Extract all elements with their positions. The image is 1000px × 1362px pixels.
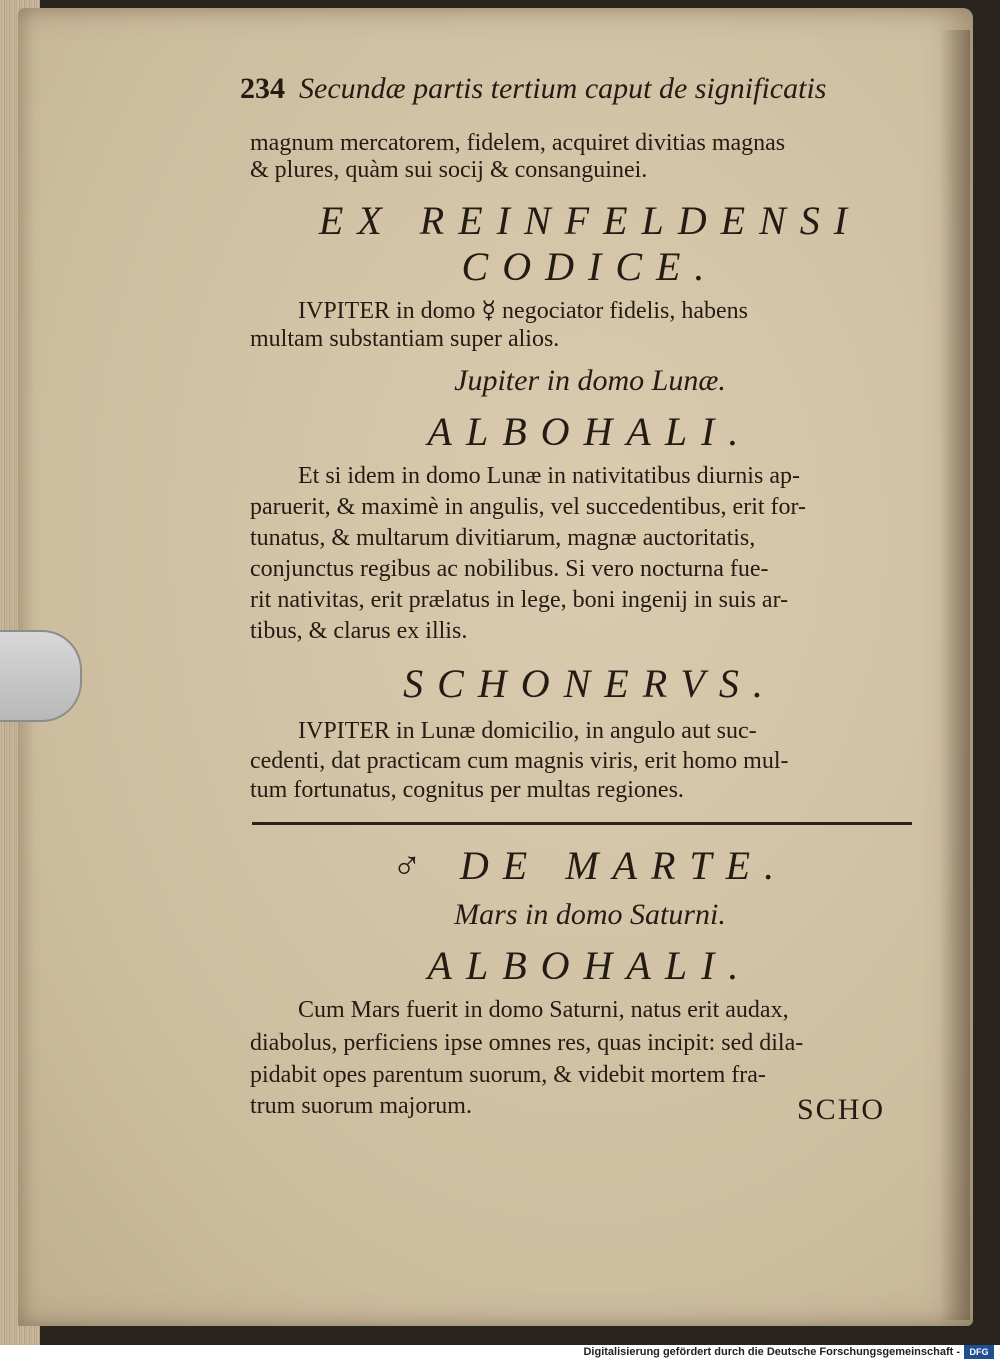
catchword: SCHO [797,1093,886,1126]
footer-credit: Digitalisierung gefördert durch die Deutsche Forschungsgemeinschaft - [583,1346,960,1358]
text-line: cedenti, dat practicam cum magnis viris, erit homo mul- [250,748,789,774]
dfg-logo: DFG [964,1345,994,1359]
text-line: conjunctus regibus ac nobilibus. Si vero nocturna fue- [250,556,769,582]
text-line: tunatus, & multarum divitiarum, magnæ auctoritatis, [250,525,756,551]
running-head [240,72,826,106]
author-heading: ALBOHALI. [427,943,753,988]
author-heading: ALBOHALI. [427,409,753,454]
text-line: & plures, quàm sui socij & consanguinei. [250,157,648,183]
page-number: 234 [240,72,285,105]
text-line: IVPITER in Lunæ domicilio, in angulo aut suc- [298,718,757,744]
section-heading: ♂ DE MARTE. [391,843,789,888]
text-line: Et si idem in domo Lunæ in nativitatibus diurnis ap- [298,463,800,489]
author-heading: SCHONERVS. [403,661,777,706]
running-head-title: Secundæ partis tertium caput de significatis [299,72,827,105]
section-heading-continued: CODICE. [461,244,719,289]
text-line: paruerit, & maximè in angulis, vel succedentibus, erit for- [250,494,807,520]
text-line: tum fortunatus, cognitus per multas regiones. [250,777,684,803]
subheading: Mars in domo Saturni. [454,898,726,931]
text-line: trum suorum majorum. [250,1093,472,1119]
text-line: IVPITER in domo ☿ negociator fidelis, habens [298,298,748,324]
page-shadow [940,30,970,1320]
text-line: Cum Mars fuerit in domo Saturni, natus erit audax, [298,997,789,1023]
text-line: tibus, & clarus ex illis. [250,618,468,644]
text-line: magnum mercatorem, fidelem, acquiret divitias magnas [250,130,786,156]
page-clip [0,630,82,722]
text-line: rit nativitas, erit prælatus in lege, boni ingenij in suis ar- [250,587,789,613]
subheading: Jupiter in domo Lunæ. [454,364,726,397]
text-line: diabolus, perficiens ipse omnes res, quas incipit: sed dila- [250,1030,804,1056]
text-line: multam substantiam super alios. [250,326,560,352]
section-divider-rule [252,822,912,825]
page-text [240,0,930,1345]
section-heading: EX REINFELDENSI [318,198,862,243]
text-line: pidabit opes parentum suorum, & videbit mortem fra- [250,1062,766,1088]
